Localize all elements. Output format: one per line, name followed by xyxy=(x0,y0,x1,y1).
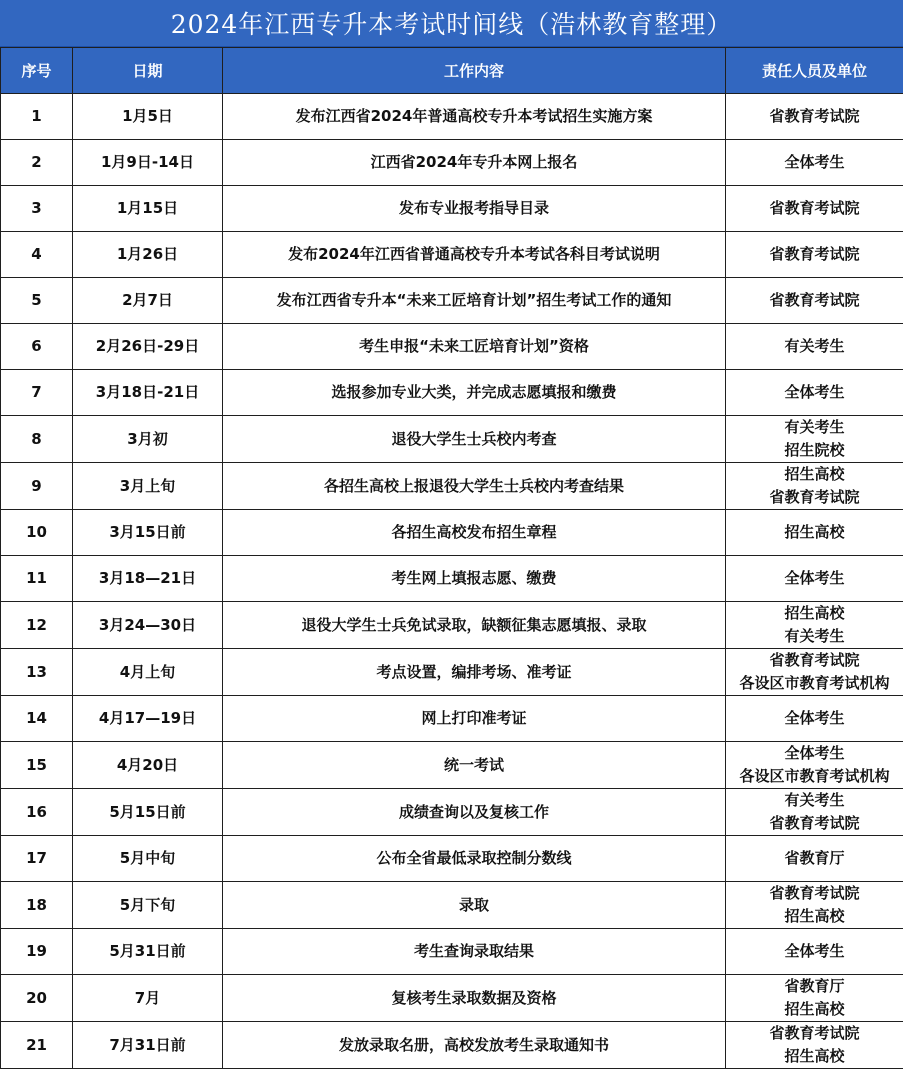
page-title: 2024年江西专升本考试时间线（浩林教育整理） xyxy=(0,0,903,47)
owner-line: 有关考生 xyxy=(726,416,903,439)
header-date: 日期 xyxy=(73,48,223,94)
header-no: 序号 xyxy=(1,48,73,94)
cell-owner xyxy=(726,742,903,789)
cell-date: 2月7日 xyxy=(73,278,223,324)
cell-owner xyxy=(726,140,903,186)
table-row xyxy=(1,789,903,836)
cell-date: 5月31日前 xyxy=(73,929,223,975)
cell-owner xyxy=(726,186,903,232)
cell-task: 发布江西省2024年普通高校专升本考试招生实施方案 xyxy=(223,94,726,140)
header-owner: 责任人员及单位 xyxy=(726,48,903,94)
cell-task: 发布专业报考指导目录 xyxy=(223,186,726,232)
cell-owner xyxy=(726,463,903,510)
cell-owner xyxy=(726,370,903,416)
cell-date: 1月5日 xyxy=(73,94,223,140)
cell-owner xyxy=(726,510,903,556)
cell-date: 3月上旬 xyxy=(73,463,223,510)
table-row xyxy=(1,370,903,416)
cell-owner xyxy=(726,602,903,649)
cell-task: 统一考试 xyxy=(223,742,726,789)
owner-line: 省教育考试院 xyxy=(726,649,903,672)
owner-line: 省教育考试院 xyxy=(726,289,903,312)
cell-task: 发布江西省专升本“未来工匠培育计划”招生考试工作的通知 xyxy=(223,278,726,324)
cell-no: 6 xyxy=(1,324,73,370)
cell-no: 2 xyxy=(1,140,73,186)
cell-no: 13 xyxy=(1,649,73,696)
owner-line: 省教育考试院 xyxy=(726,486,903,509)
table-row xyxy=(1,975,903,1022)
cell-date: 4月上旬 xyxy=(73,649,223,696)
cell-task: 各招生高校上报退役大学生士兵校内考查结果 xyxy=(223,463,726,510)
cell-owner xyxy=(726,696,903,742)
owner-line: 有关考生 xyxy=(726,335,903,358)
cell-task: 成绩查询以及复核工作 xyxy=(223,789,726,836)
cell-owner xyxy=(726,556,903,602)
cell-date: 5月中旬 xyxy=(73,836,223,882)
cell-task: 复核考生录取数据及资格 xyxy=(223,975,726,1022)
owner-line: 省教育考试院 xyxy=(726,882,903,905)
cell-owner xyxy=(726,232,903,278)
cell-owner xyxy=(726,882,903,929)
owner-line: 各设区市教育考试机构 xyxy=(726,765,903,788)
cell-date: 1月26日 xyxy=(73,232,223,278)
table-row xyxy=(1,1022,903,1069)
owner-line: 招生高校 xyxy=(726,463,903,486)
cell-task: 录取 xyxy=(223,882,726,929)
cell-no: 3 xyxy=(1,186,73,232)
table-row xyxy=(1,836,903,882)
owner-line: 省教育厅 xyxy=(726,847,903,870)
table-row xyxy=(1,186,903,232)
table-row xyxy=(1,510,903,556)
table-row xyxy=(1,929,903,975)
header-task: 工作内容 xyxy=(223,48,726,94)
owner-line: 招生高校 xyxy=(726,998,903,1021)
cell-task: 考生网上填报志愿、缴费 xyxy=(223,556,726,602)
cell-date: 3月24—30日 xyxy=(73,602,223,649)
table-row xyxy=(1,324,903,370)
cell-owner xyxy=(726,278,903,324)
cell-no: 10 xyxy=(1,510,73,556)
cell-task: 网上打印准考证 xyxy=(223,696,726,742)
owner-line: 全体考生 xyxy=(726,940,903,963)
owner-line: 省教育厅 xyxy=(726,975,903,998)
owner-line: 省教育考试院 xyxy=(726,1022,903,1045)
cell-owner xyxy=(726,649,903,696)
cell-task: 江西省2024年专升本网上报名 xyxy=(223,140,726,186)
cell-no: 7 xyxy=(1,370,73,416)
cell-date: 7月31日前 xyxy=(73,1022,223,1069)
cell-date: 1月9日-14日 xyxy=(73,140,223,186)
cell-owner xyxy=(726,94,903,140)
owner-line: 省教育考试院 xyxy=(726,812,903,835)
cell-date: 4月17—19日 xyxy=(73,696,223,742)
cell-no: 5 xyxy=(1,278,73,324)
cell-task: 发布2024年江西省普通高校专升本考试各科目考试说明 xyxy=(223,232,726,278)
cell-owner xyxy=(726,416,903,463)
table-row xyxy=(1,140,903,186)
cell-date: 2月26日-29日 xyxy=(73,324,223,370)
cell-no: 4 xyxy=(1,232,73,278)
owner-line: 招生院校 xyxy=(726,439,903,462)
cell-no: 16 xyxy=(1,789,73,836)
table-row xyxy=(1,94,903,140)
cell-task: 考生申报“未来工匠培育计划”资格 xyxy=(223,324,726,370)
cell-no: 15 xyxy=(1,742,73,789)
owner-line: 省教育考试院 xyxy=(726,105,903,128)
owner-line: 省教育考试院 xyxy=(726,197,903,220)
cell-no: 18 xyxy=(1,882,73,929)
cell-task: 考生查询录取结果 xyxy=(223,929,726,975)
cell-owner xyxy=(726,324,903,370)
cell-owner xyxy=(726,789,903,836)
owner-line: 全体考生 xyxy=(726,151,903,174)
cell-date: 1月15日 xyxy=(73,186,223,232)
cell-date: 5月15日前 xyxy=(73,789,223,836)
cell-date: 3月18—21日 xyxy=(73,556,223,602)
owner-line: 全体考生 xyxy=(726,707,903,730)
cell-owner xyxy=(726,1022,903,1069)
cell-no: 14 xyxy=(1,696,73,742)
cell-date: 5月下旬 xyxy=(73,882,223,929)
cell-no: 11 xyxy=(1,556,73,602)
owner-line: 招生高校 xyxy=(726,905,903,928)
owner-line: 全体考生 xyxy=(726,742,903,765)
cell-owner xyxy=(726,929,903,975)
cell-owner xyxy=(726,836,903,882)
cell-task: 公布全省最低录取控制分数线 xyxy=(223,836,726,882)
cell-no: 19 xyxy=(1,929,73,975)
owner-line: 招生高校 xyxy=(726,521,903,544)
timeline-table xyxy=(0,47,903,1069)
owner-line: 招生高校 xyxy=(726,1045,903,1068)
table-body xyxy=(1,94,903,1069)
cell-no: 17 xyxy=(1,836,73,882)
cell-task: 考点设置，编排考场、准考证 xyxy=(223,649,726,696)
table-row xyxy=(1,232,903,278)
cell-task: 选报参加专业大类，并完成志愿填报和缴费 xyxy=(223,370,726,416)
table-row xyxy=(1,882,903,929)
owner-line: 各设区市教育考试机构 xyxy=(726,672,903,695)
cell-date: 7月 xyxy=(73,975,223,1022)
owner-line: 全体考生 xyxy=(726,567,903,590)
cell-task: 退役大学生士兵免试录取，缺额征集志愿填报、录取 xyxy=(223,602,726,649)
cell-no: 9 xyxy=(1,463,73,510)
table-row xyxy=(1,696,903,742)
cell-no: 1 xyxy=(1,94,73,140)
cell-owner xyxy=(726,975,903,1022)
table-row xyxy=(1,463,903,510)
table-row xyxy=(1,742,903,789)
cell-task: 各招生高校发布招生章程 xyxy=(223,510,726,556)
owner-line: 招生高校 xyxy=(726,602,903,625)
cell-date: 3月初 xyxy=(73,416,223,463)
cell-no: 20 xyxy=(1,975,73,1022)
cell-task: 退役大学生士兵校内考查 xyxy=(223,416,726,463)
cell-no: 8 xyxy=(1,416,73,463)
table-row xyxy=(1,649,903,696)
owner-line: 有关考生 xyxy=(726,789,903,812)
cell-task: 发放录取名册，高校发放考生录取通知书 xyxy=(223,1022,726,1069)
owner-line: 有关考生 xyxy=(726,625,903,648)
cell-no: 12 xyxy=(1,602,73,649)
table-row xyxy=(1,556,903,602)
cell-date: 3月18日-21日 xyxy=(73,370,223,416)
cell-date: 3月15日前 xyxy=(73,510,223,556)
table-row xyxy=(1,278,903,324)
owner-line: 省教育考试院 xyxy=(726,243,903,266)
table-row xyxy=(1,602,903,649)
owner-line: 全体考生 xyxy=(726,381,903,404)
table-row xyxy=(1,416,903,463)
cell-no: 21 xyxy=(1,1022,73,1069)
table-header-row xyxy=(1,48,903,94)
cell-date: 4月20日 xyxy=(73,742,223,789)
